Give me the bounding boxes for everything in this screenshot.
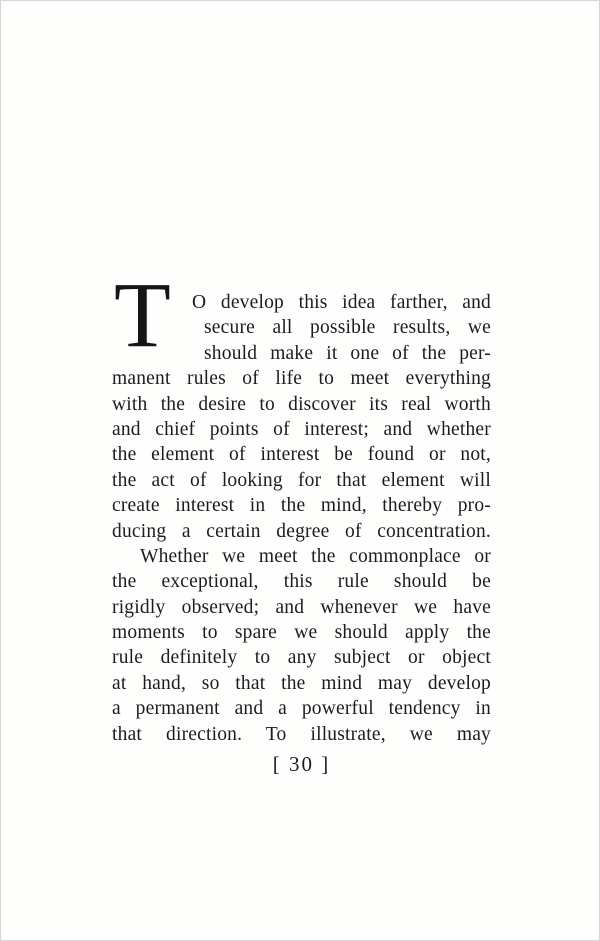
text-line: rigidly observed; and whenever we have (112, 596, 491, 618)
text-line: create interest in the mind, thereby pro- (112, 495, 491, 517)
text-line: a permanent and a powerful tendency in (112, 698, 491, 720)
text-line: the act of looking for that element will (112, 469, 491, 491)
text-line: moments to spare we should apply the (112, 622, 491, 644)
text-line: and chief points of interest; and whether (112, 418, 491, 440)
text-line: that direction. To illustrate, we may (112, 723, 491, 745)
text-line: secure all possible results, we (204, 317, 491, 339)
body-text (112, 264, 491, 777)
text-line: with the desire to discover its real worth (112, 393, 491, 415)
text-line: ducing a certain degree of concentration. (112, 520, 491, 542)
text-line: manent rules of life to meet everything (112, 368, 491, 390)
drop-cap-letter: T (114, 264, 171, 367)
text-line: the element of interest be found or not, (112, 444, 491, 466)
text-line: rule definitely to any subject or object (112, 647, 491, 669)
text-line: at hand, so that the mind may develop (112, 672, 491, 694)
page-number: [ 30 ] (272, 752, 331, 777)
text-line: should make it one of the per- (204, 342, 491, 364)
text-line: Whether we meet the commonplace or (140, 545, 491, 567)
text-line: O develop this idea farther, and (192, 292, 491, 313)
text-line: the exceptional, this rule should be (112, 571, 491, 593)
